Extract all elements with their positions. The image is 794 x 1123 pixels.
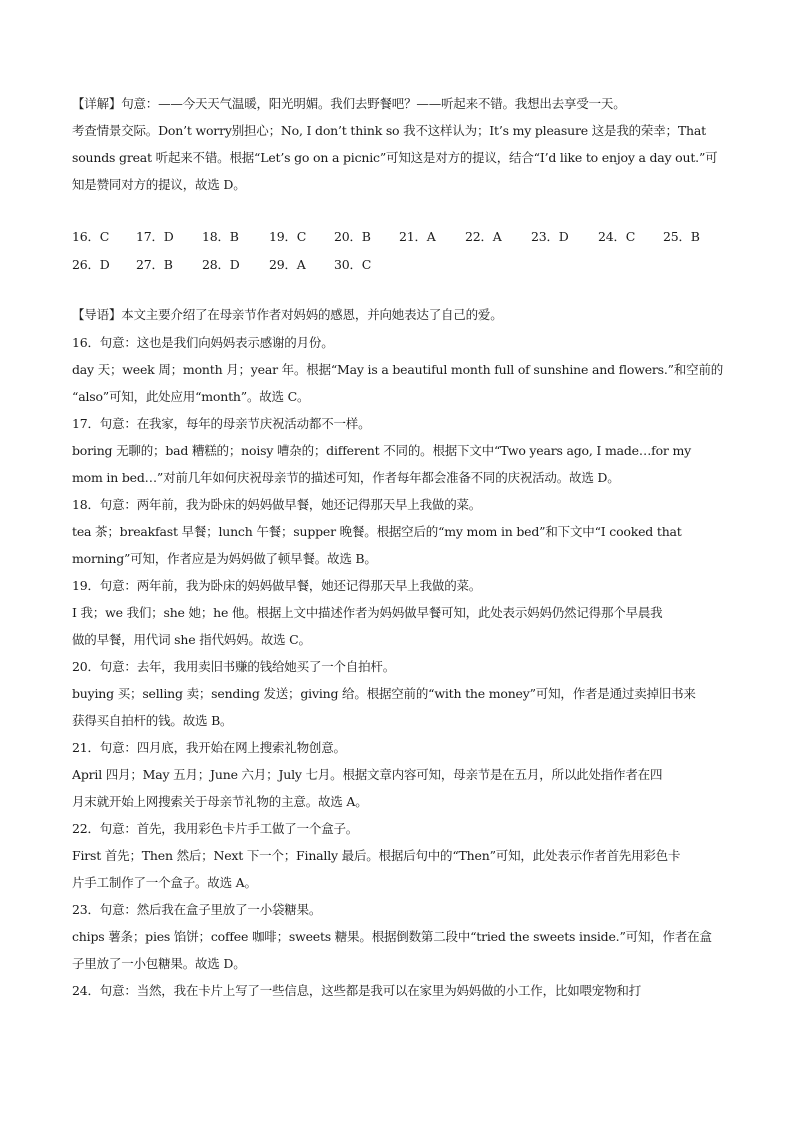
guide-line: 做的早餐，用代词 she 指代妈妈。故选 C。 xyxy=(72,632,311,647)
guide-line: 19．句意：两年前，我为卧床的妈妈做早餐，她还记得那天早上我做的菜。 xyxy=(72,578,482,593)
guide-line: April 四月；May 五月；June 六月；July 七月。根据文章内容可知，母亲节是在五月，所以此处指作者在四 xyxy=(72,767,663,782)
guide-intro: 【导语】本文主要介绍了在母亲节作者对妈妈的感恩，并向她表达了自己的爱。 xyxy=(72,307,503,322)
answer-item: 28．D xyxy=(202,257,240,272)
answer-item: 21．A xyxy=(399,229,436,244)
guide-line: 子里放了一小包糖果。故选 D。 xyxy=(72,956,246,971)
guide-line: First 首先；Then 然后；Next 下一个；Finally 最后。根据后句中的“Then”可知，此处表示作者首先用彩色卡 xyxy=(72,848,681,863)
guide-line: 17．句意：在我家，每年的母亲节庆祝活动都不一样。 xyxy=(72,416,371,431)
detail-line-4: 知是赞同对方的提议，故选 D。 xyxy=(72,177,246,192)
guide-line: I 我；we 我们；she 她；he 他。根据上文中描述作者为妈妈做早餐可知，此处表示妈妈仍然记得那个早晨我 xyxy=(72,605,663,620)
guide-line: 片手工制作了一个盒子。故选 A。 xyxy=(72,875,257,890)
detail-line-3: sounds great 听起来不错。根据“Let’s go on a picnic”可知这是对方的提议，结合“I’d like to enjoy a day out.”可 xyxy=(72,150,718,165)
detail-line-2: 考查情景交际。Don’t worry别担心；No, I don’t think so 我不这样认为；It’s my pleasure 这是我的荣幸；That xyxy=(72,123,706,138)
answer-row-1 xyxy=(72,228,732,246)
guide-line: 20．句意：去年，我用卖旧书赚的钱给她买了一个自拍杆。 xyxy=(72,659,396,674)
answer-row-2 xyxy=(72,256,732,274)
answer-item: 29．A xyxy=(269,257,306,272)
detail-line-1: 【详解】句意：——今天天气温暖，阳光明媚。我们去野餐吧？——听起来不错。我想出去享受一天。 xyxy=(72,96,626,111)
guide-line: boring 无聊的；bad 糟糕的；noisy 嘈杂的；different 不同的。根据下文中“Two years ago, I made…for my xyxy=(72,443,691,458)
guide-line: day 天；week 周；month 月；year 年。根据“May is a beautiful month full of sunshine and flowers.”和空前的 xyxy=(72,362,724,377)
answer-item: 27．B xyxy=(136,257,173,272)
guide-line: 23．句意：然后我在盒子里放了一小袋糖果。 xyxy=(72,902,322,917)
guide-line: 21．句意：四月底，我开始在网上搜索礼物创意。 xyxy=(72,740,346,755)
answer-item: 22．A xyxy=(465,229,502,244)
answer-item: 25．B xyxy=(663,229,700,244)
answer-item: 19．C xyxy=(269,229,307,244)
guide-line: chips 薯条；pies 馅饼；coffee 咖啡；sweets 糖果。根据倒数第二段中“tried the sweets inside.”可知，作者在盒 xyxy=(72,929,712,944)
guide-line: 24．句意：当然，我在卡片上写了一些信息，这些都是我可以在家里为妈妈做的小工作，比如喂宠物和打 xyxy=(72,983,642,998)
answer-item: 30．C xyxy=(334,257,372,272)
guide-line: 获得买自拍杆的钱。故选 B。 xyxy=(72,713,233,728)
answer-item: 24．C xyxy=(598,229,636,244)
guide-line: buying 买；selling 卖；sending 发送；giving 给。根据空前的“with the money”可知，作者是通过卖掉旧书来 xyxy=(72,686,696,701)
answer-item: 26．D xyxy=(72,257,110,272)
guide-line: tea 茶；breakfast 早餐；lunch 午餐；supper 晚餐。根据空后的“my mom in bed”和下文中“I cooked that xyxy=(72,524,682,539)
guide-line: 18．句意：两年前，我为卧床的妈妈做早餐，她还记得那天早上我做的菜。 xyxy=(72,497,482,512)
guide-line: 22．句意：首先，我用彩色卡片手工做了一个盒子。 xyxy=(72,821,359,836)
answer-item: 20．B xyxy=(334,229,371,244)
guide-line: 月末就开始上网搜索关于母亲节礼物的主意。故选 A。 xyxy=(72,794,368,809)
guide-line: “also”可知，此处应用“month”。故选 C。 xyxy=(72,389,310,404)
guide-line: mom in bed…”对前几年如何庆祝母亲节的描述可知，作者每年都会准备不同的庆祝活动。故选 D。 xyxy=(72,470,620,485)
guide-line: 16．句意：这也是我们向妈妈表示感谢的月份。 xyxy=(72,335,334,350)
guide-line: morning”可知，作者应是为妈妈做了顿早餐。故选 B。 xyxy=(72,551,377,566)
answer-item: 18．B xyxy=(202,229,239,244)
answer-item: 17．D xyxy=(136,229,174,244)
answer-item: 23．D xyxy=(531,229,569,244)
answer-item: 16．C xyxy=(72,229,110,244)
